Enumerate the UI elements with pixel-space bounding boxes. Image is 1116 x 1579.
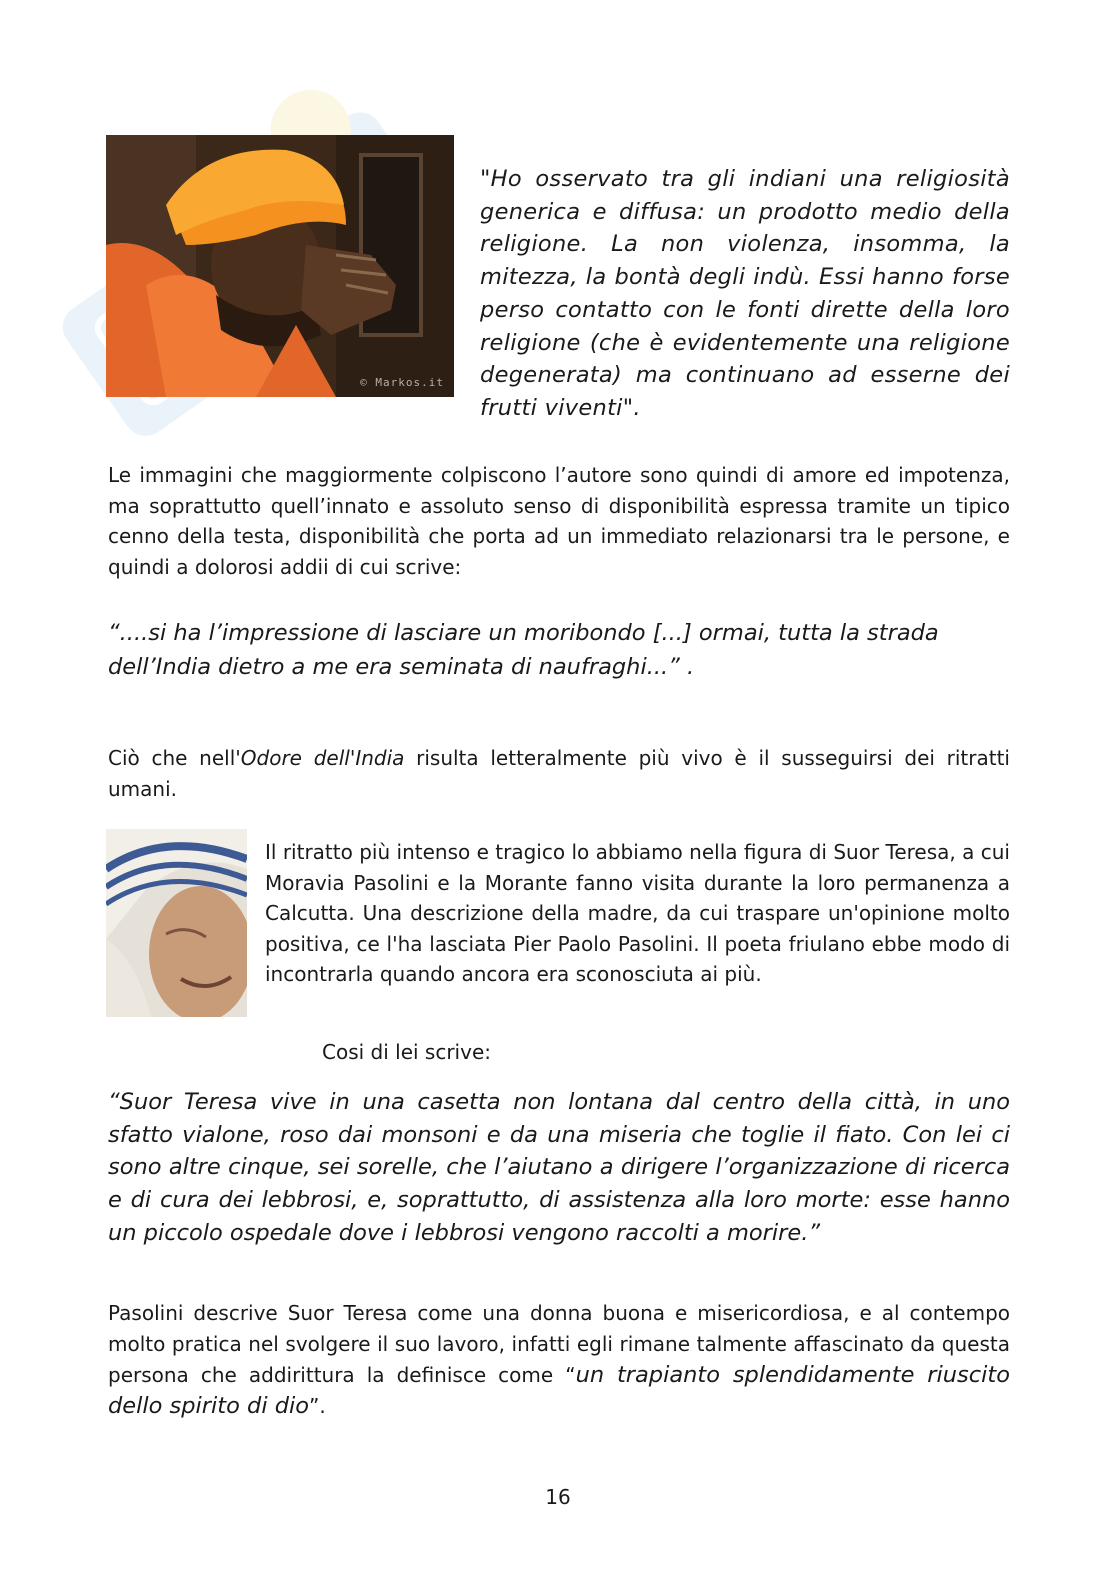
quoted-phrase: un trapianto splendidamente riuscito dello spirito di dio [108,1362,1010,1419]
quote-indian-religiosity: "Ho osservato tra gli indiani una religiosità generica e diffusa: un prodotto medio della religione. La non violenza, insomma, la mitezza, la bontà degli indù. Essi hanno forse perso contatto con le fonti dirette della loro religione (che è evidentemente una religione degenerata) ma continuano ad esserne dei frutti viventi". [480,166,1010,421]
paragraph-final [108,1298,1010,1422]
book-title: Odore dell'India [240,746,405,770]
image-credit: © Markos.it [360,376,444,389]
paragraph-images: Le immagini che maggiormente colpiscono l’autore sono quindi di amore ed impotenza, ma soprattutto quell’innato e assoluto senso di disponibilità espressa tramite un tipico cenno della testa, disponibilità che porta ad un immediato relazionarsi tra le persone, e quindi a dolorosi addii di cui scrive: [108,463,1010,579]
paragraph-text: ”. [309,1394,326,1418]
paragraph-human-portraits [108,743,1010,804]
paragraph-text: Pasolini descrive Suor Teresa come una donna buona e misericordiosa, e al contempo molto pratica nel svolgere il suo lavoro, infatti egli rimane talmente affascinato da questa persona che addirittura la definisce come “ [108,1301,1010,1387]
mother-teresa-illustration [106,829,247,1017]
monk-illustration [106,135,454,397]
paragraph-suor-teresa: Il ritratto più intenso e tragico lo abbiamo nella figura di Suor Teresa, a cui Moravia Pasolini e la Morante fanno visita durante la loro permanenza a Calcutta. Una descrizione della madre, da cui traspare un'opinione molto positiva, ce l'ha lasciata Pier Paolo Pasolini. Il poeta friulano ebbe modo di incontrarla quando ancora era sconosciuta ai più. [265,840,1010,986]
quote-suor-teresa: “Suor Teresa vive in una casetta non lontana dal centro della città, in uno sfatto vialone, roso dai monsoni e da una miseria che toglie il fiato. Con lei ci sono altre cinque, sei sorelle, che l’aiutano a dirigere l’organizzazione di ricerca e di cura dei lebbrosi, e, soprattutto, di assistenza alla loro morte: esse hanno un piccolo ospedale dove i lebbrosi vengono raccolti a morire.” [108,1089,1010,1246]
paragraph-cosi: Cosi di lei scrive: [322,1040,491,1064]
paragraph-text: risulta letteralmente più vivo è il susseguirsi dei ritratti umani. [108,746,1010,801]
monk-praying-photo [106,135,454,397]
quote-moribondo: “....si ha l’impressione di lasciare un moribondo [...] ormai, tutta la strada dell’India dietro a me era seminata di naufraghi...” . [108,620,939,680]
page-number: 16 [545,1485,571,1509]
mother-teresa-photo [106,829,247,1017]
paragraph-text: Ciò che nell' [108,746,241,770]
